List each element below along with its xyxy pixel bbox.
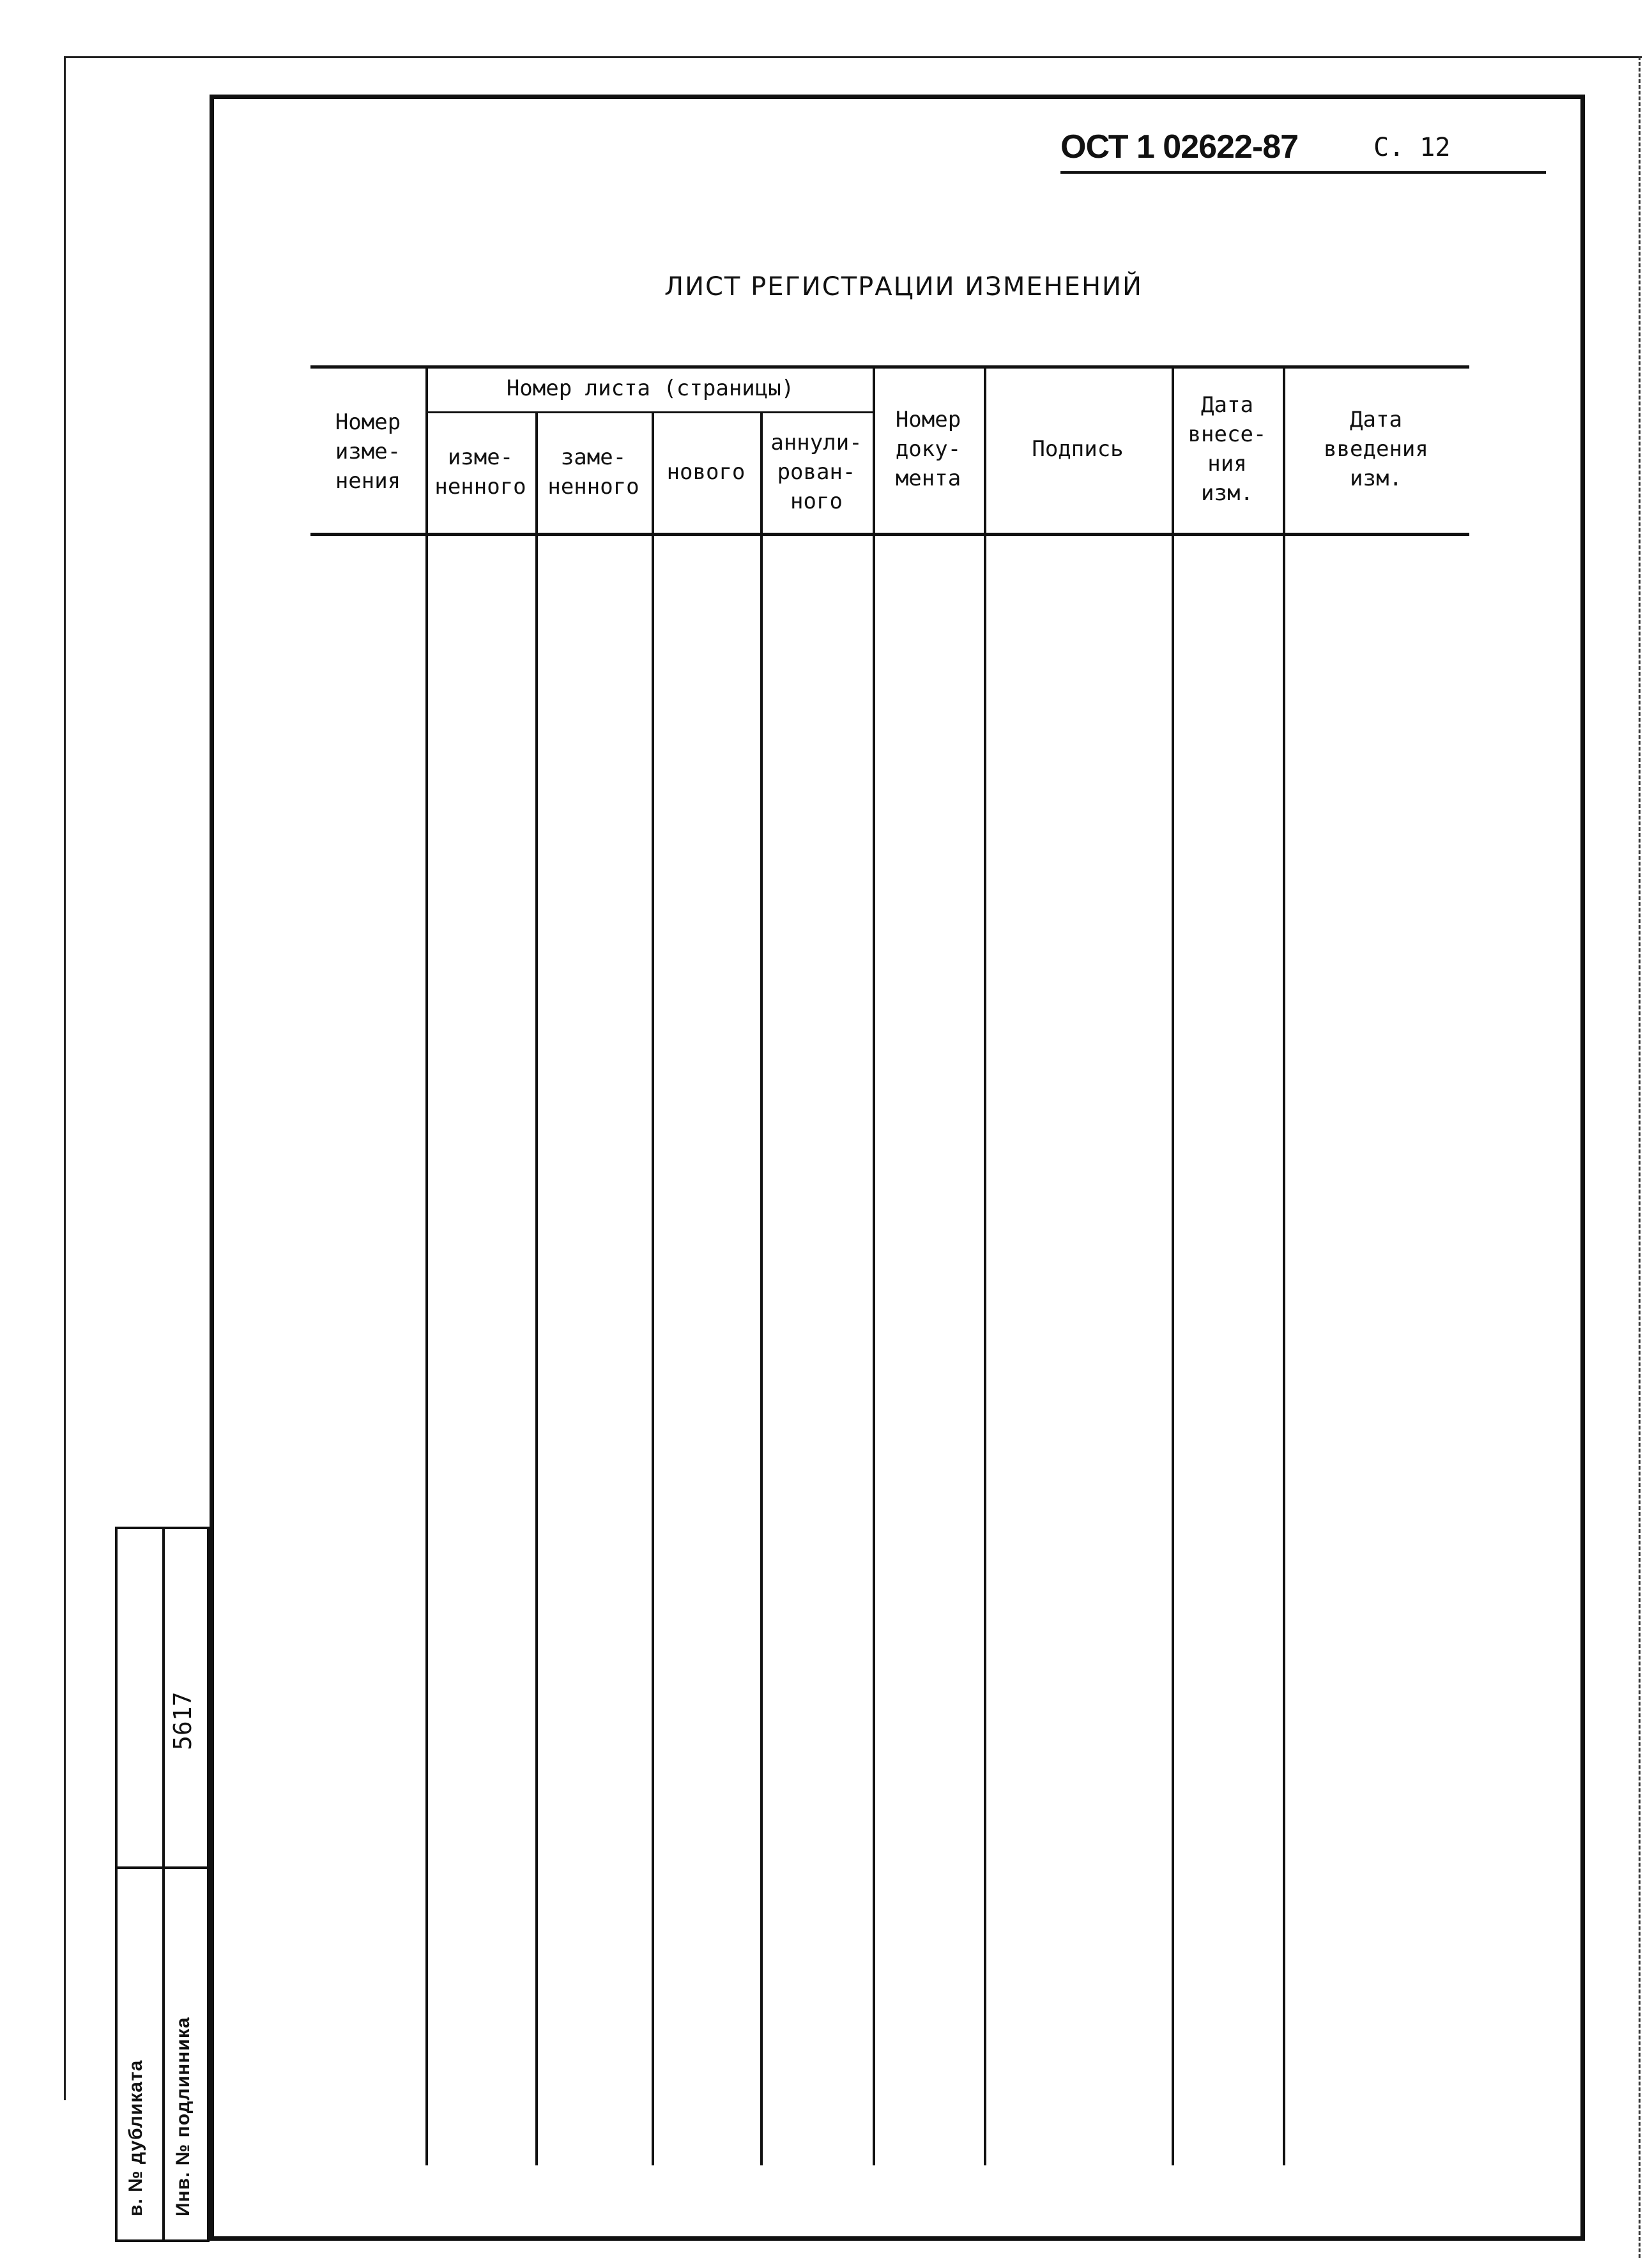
duplicate-number-label: в. № дубликата (125, 2059, 146, 2216)
original-number-label: Инв. № подлинника (172, 2017, 194, 2216)
column-divider (652, 411, 654, 2165)
header-entry-date: Дата внесе- ния изм. (1188, 392, 1267, 506)
column-divider (760, 411, 763, 2165)
column-divider (1172, 365, 1174, 2165)
change-registration-table (310, 365, 1469, 2165)
header-change-number: Номер изме- нения (335, 409, 401, 494)
column-divider (984, 365, 986, 2165)
sheet-title: ЛИСТ РЕГИСТРАЦИИ ИЗМЕНЕНИЙ (664, 272, 1143, 301)
header-effective-date: Дата введения изм. (1324, 407, 1428, 491)
column-divider (535, 411, 538, 2165)
header-rule (1060, 171, 1546, 174)
header-sheet-number-group: Номер листа (страницы) (506, 376, 795, 401)
header-bottom-rule (310, 533, 1469, 536)
document-code: ОСТ 1 02622-87 (1060, 128, 1299, 165)
header-new: нового (666, 459, 746, 485)
side-stamp-column-divider (162, 1527, 165, 2242)
column-divider (1283, 365, 1285, 2165)
original-number-value: 5617 (169, 1691, 197, 1750)
column-divider (873, 365, 875, 2165)
header-cancelled: аннули- рован- ного (770, 430, 862, 514)
outer-edge-left (64, 56, 66, 2100)
column-divider (425, 365, 428, 2165)
header-signature: Подпись (1032, 436, 1124, 462)
page-number: С. 12 (1373, 133, 1451, 162)
outer-edge-top (64, 56, 1642, 58)
header-replaced: заме- ненного (547, 445, 639, 500)
outer-edge-right (1639, 56, 1641, 2258)
header-document-number: Номер доку- мента (895, 407, 961, 491)
side-stamp-row-divider (115, 1866, 210, 1869)
header-changed: изме- ненного (434, 445, 526, 500)
